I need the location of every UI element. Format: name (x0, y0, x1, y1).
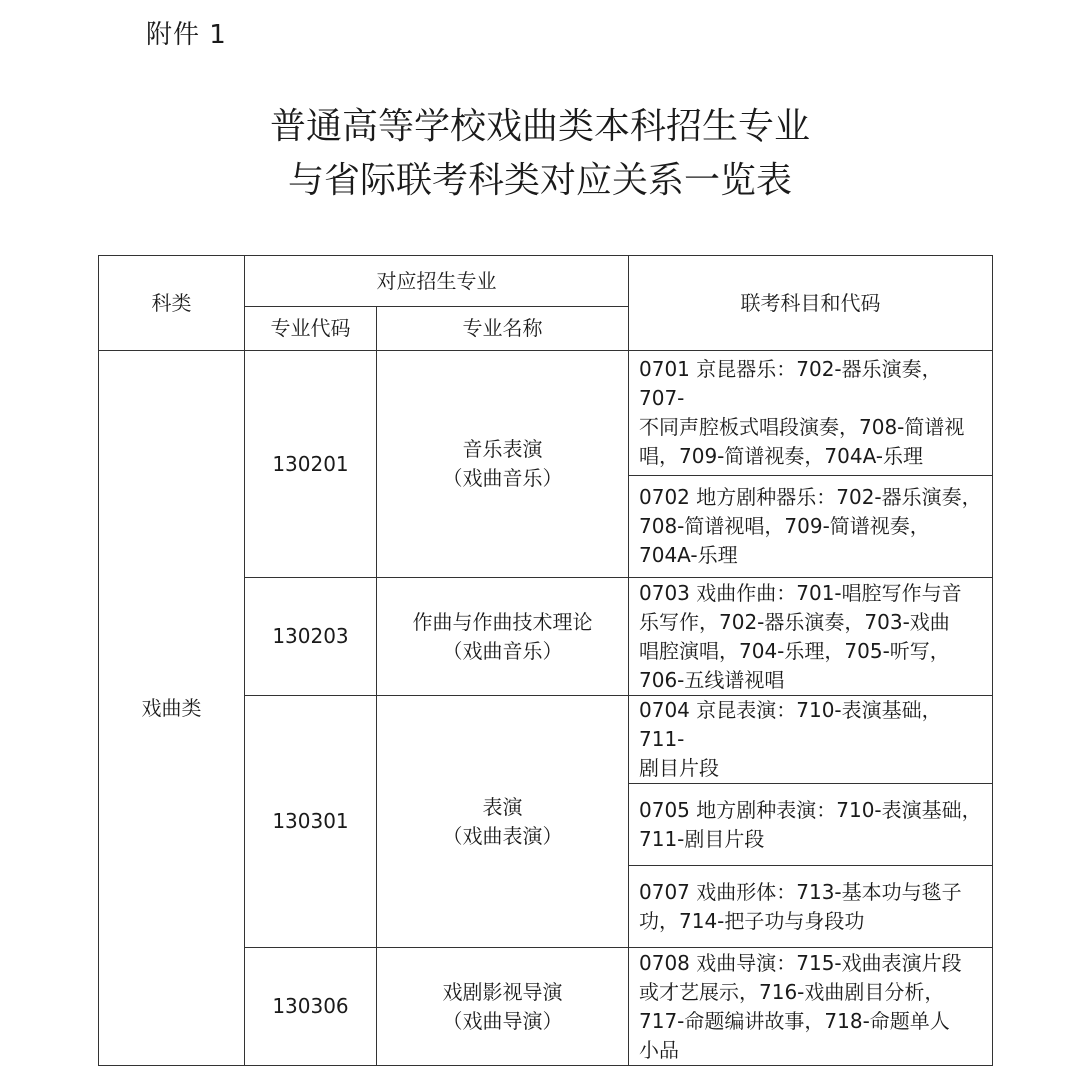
subject-cell (629, 784, 993, 866)
major-name-cell (377, 578, 629, 696)
subject-line: 717-命题编讲故事，718-命题单人 (639, 1008, 950, 1033)
subject-line: 0703 戏曲作曲：701-唱腔写作与音 (639, 580, 962, 605)
major-code-cell: 130301 (245, 696, 377, 948)
page-title-line-2: 与省际联考科类对应关系一览表 (287, 160, 792, 201)
subject-cell (629, 948, 993, 1066)
subject-line: 704A-乐理 (639, 543, 738, 567)
major-name-note: （戏曲音乐） (442, 638, 563, 663)
major-name-line: 戏剧影视导演 (442, 979, 563, 1004)
header-major-code: 专业代码 (245, 307, 377, 351)
subject-cell (629, 578, 993, 696)
subject-line: 711-剧目片段 (639, 826, 765, 851)
subject-cell (629, 476, 993, 578)
subject-line: 0707 戏曲形体：713-基本功与毯子 (639, 879, 962, 904)
header-subjects: 联考科目和代码 (629, 256, 993, 351)
subject-cell (629, 866, 993, 948)
subject-line: 乐写作，702-器乐演奏，703-戏曲 (639, 609, 950, 634)
major-code-cell: 130201 (245, 351, 377, 578)
major-name-cell (377, 351, 629, 578)
category-cell: 戏曲类 (99, 351, 245, 1066)
major-code-cell: 130203 (245, 578, 377, 696)
major-name-line: 表演 (482, 794, 523, 819)
header-major-group: 对应招生专业 (245, 256, 629, 307)
header-category: 科类 (99, 256, 245, 351)
subject-line: 0708 戏曲导演：715-戏曲表演片段 (639, 950, 962, 975)
major-code-cell: 130306 (245, 948, 377, 1066)
major-name-note: （戏曲音乐） (442, 466, 563, 490)
subject-line: 不同声腔板式唱段演奏，708-简谱视 (639, 415, 965, 439)
subject-line: 功，714-把子功与身段功 (639, 908, 865, 933)
annex-label: 附件 1 (146, 20, 227, 50)
major-name-cell (377, 696, 629, 948)
subject-line: 小品 (639, 1037, 679, 1062)
major-name-note: （戏曲导演） (442, 1008, 563, 1033)
subject-cell (629, 696, 993, 784)
subject-line: 0701 京昆器乐：702-器乐演奏，707- (639, 357, 942, 410)
subject-line: 或才艺展示，716-戏曲剧目分析， (639, 979, 945, 1004)
major-name-line: 音乐表演 (462, 437, 543, 461)
correspondence-table (98, 255, 993, 1066)
subject-line: 剧目片段 (639, 756, 719, 780)
subject-line: 706-五线谱视唱 (639, 667, 785, 692)
subject-line: 0704 京昆表演：710-表演基础，711- (639, 698, 942, 751)
subject-line: 唱，709-简谱视奏，704A-乐理 (639, 444, 924, 468)
subject-line: 唱腔演唱，704-乐理，705-听写， (639, 638, 950, 663)
major-name-cell (377, 948, 629, 1066)
subject-line: 708-简谱视唱，709-简谱视奏， (639, 514, 930, 538)
subject-cell (629, 351, 993, 476)
page-title-line-1: 普通高等学校戏曲类本科招生专业 (269, 106, 810, 147)
subject-line: 0702 地方剧种器乐：702-器乐演奏， (639, 485, 982, 509)
major-name-note: （戏曲表演） (442, 823, 563, 848)
major-name-line: 作曲与作曲技术理论 (412, 609, 593, 634)
subject-line: 0705 地方剧种表演：710-表演基础， (639, 797, 982, 822)
header-major-name: 专业名称 (377, 307, 629, 351)
